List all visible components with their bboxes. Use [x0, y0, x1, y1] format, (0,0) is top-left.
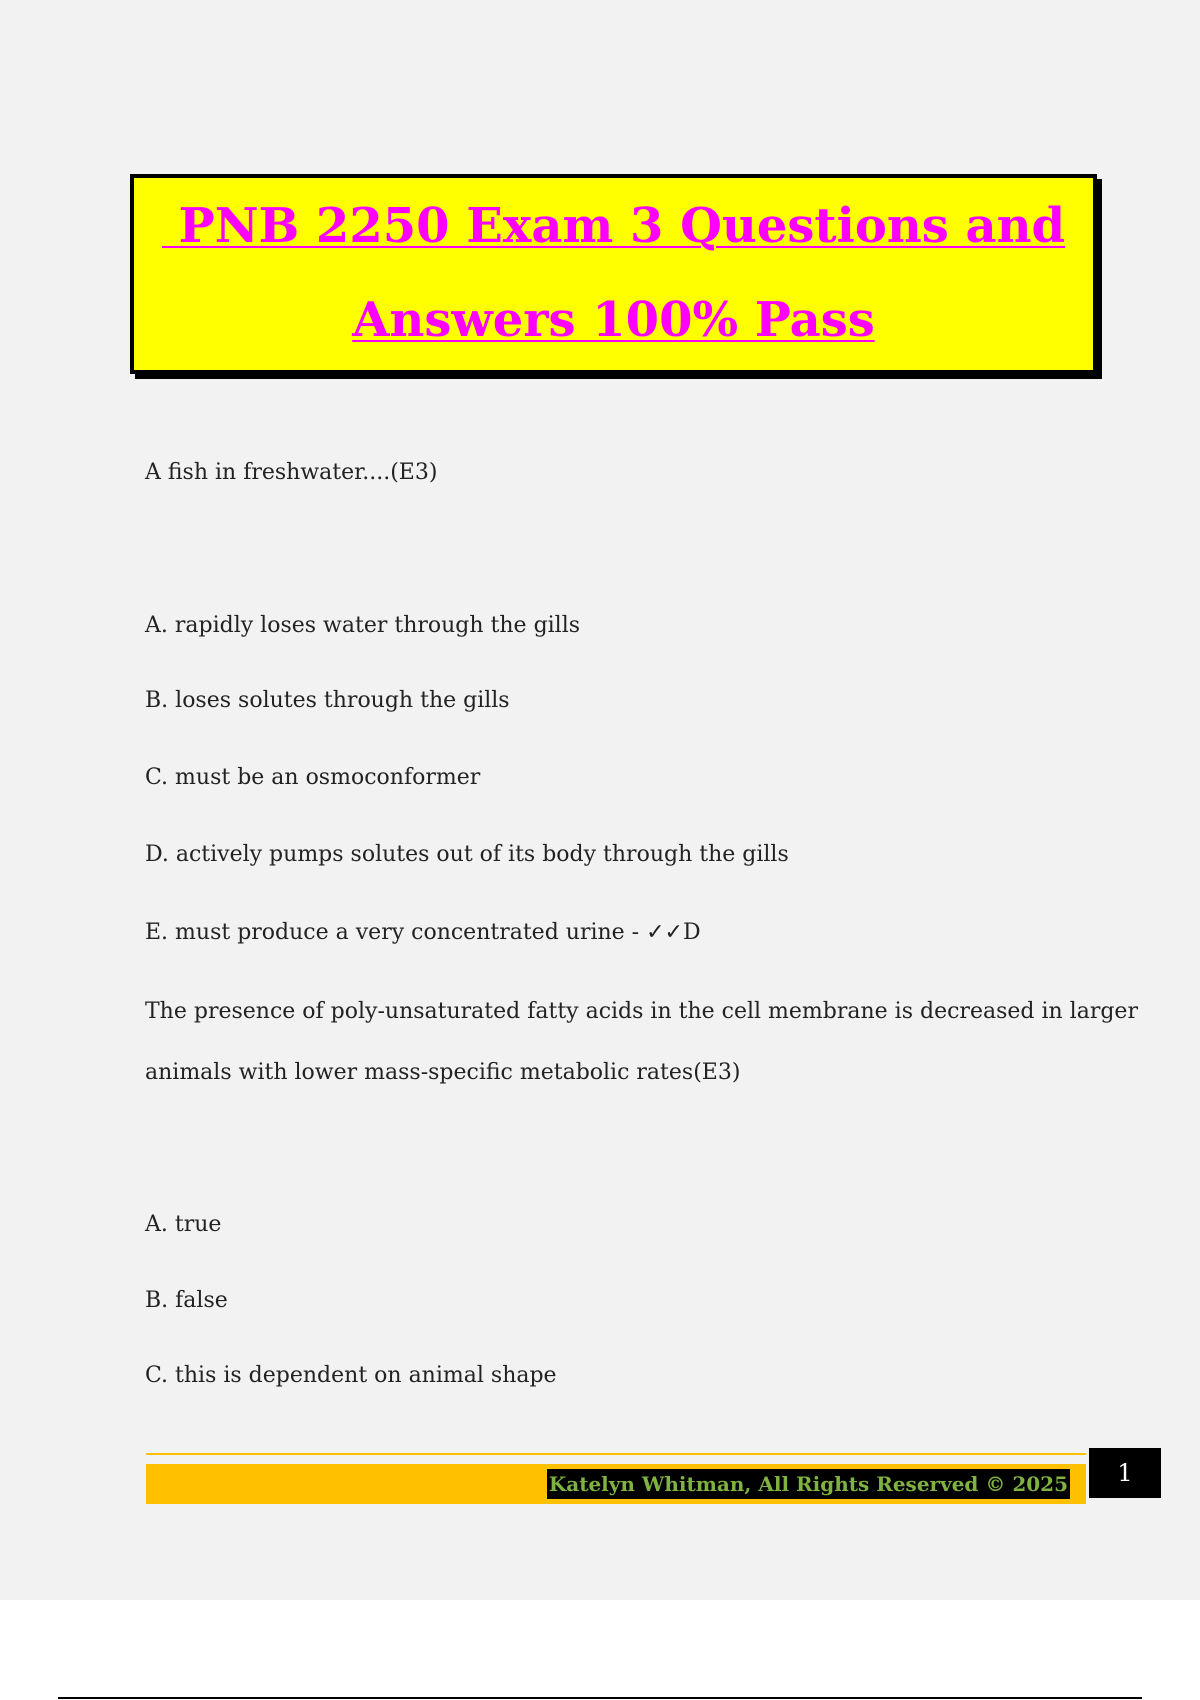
- question-1-option-e-line: [145, 918, 701, 948]
- question-2-option-a: A. true: [145, 1212, 222, 1237]
- document-title-line-2: Answers 100% Pass: [352, 292, 875, 348]
- question-1-answer: D: [683, 920, 701, 945]
- question-1-prompt: A fish in freshwater....(E3): [145, 460, 438, 485]
- question-1-option-e: E. must produce a very concentrated urine -: [145, 920, 647, 945]
- question-2-option-b: B. false: [145, 1288, 228, 1313]
- page-separator: [58, 1697, 1142, 1699]
- question-2-prompt-line-1: The presence of poly-unsaturated fatty acids in the cell membrane is decreased in larger: [145, 999, 1138, 1024]
- question-2-prompt-line-2: animals with lower mass-specific metabolic rates(E3): [145, 1060, 741, 1085]
- check-icon: ✓✓: [646, 920, 683, 945]
- question-2-option-c: C. this is dependent on animal shape: [145, 1363, 557, 1388]
- footer-divider: [146, 1453, 1086, 1455]
- question-1-option-c: C. must be an osmoconformer: [145, 765, 481, 790]
- document-title-line-1: PNB 2250 Exam 3 Questions and: [161, 198, 1066, 254]
- footer-bar: [146, 1464, 1086, 1504]
- question-1-option-a: A. rapidly loses water through the gills: [145, 613, 581, 638]
- question-1-option-b: B. loses solutes through the gills: [145, 688, 510, 713]
- title-box: [130, 174, 1097, 374]
- page-number: 1: [1089, 1448, 1161, 1498]
- footer-copyright: Katelyn Whitman, All Rights Reserved © 2025: [547, 1469, 1070, 1499]
- question-1-option-d: D. actively pumps solutes out of its body through the gills: [145, 842, 789, 867]
